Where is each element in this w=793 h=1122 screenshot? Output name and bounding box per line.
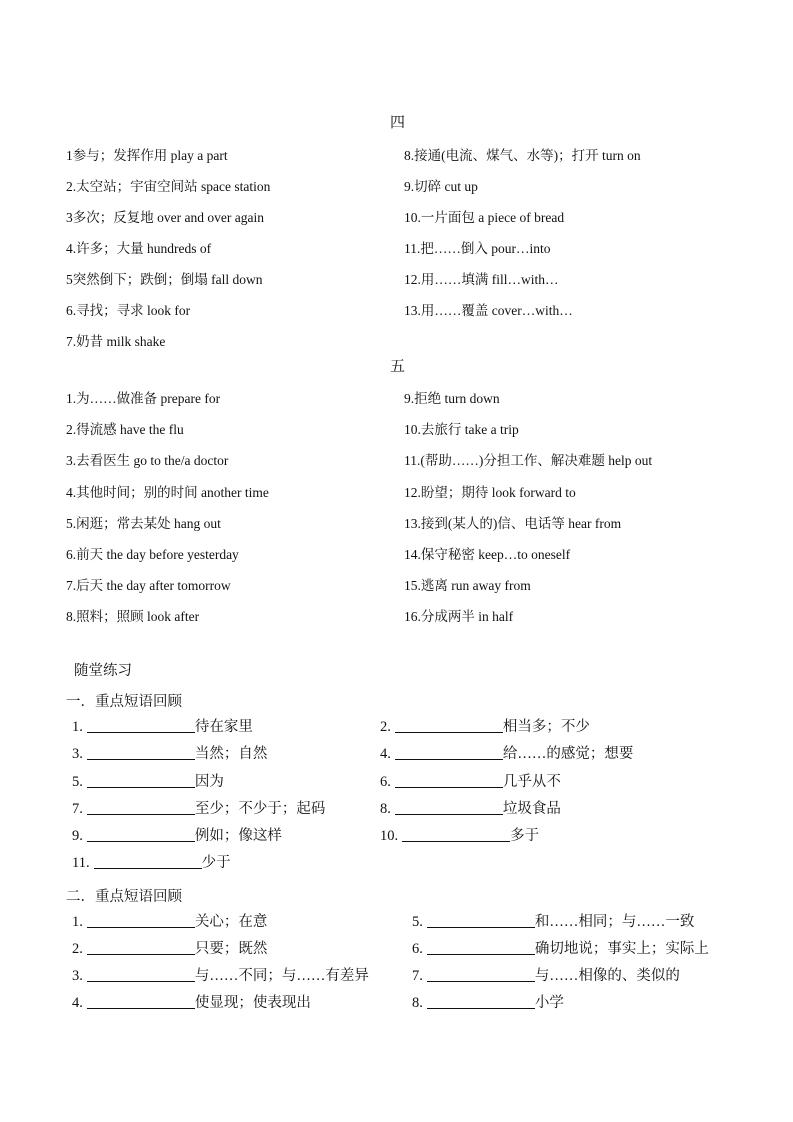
part2-item-3: [72, 964, 369, 985]
part2-item-5: [412, 910, 694, 931]
answer-blank[interactable]: [427, 967, 535, 982]
answer-blank[interactable]: [402, 827, 510, 842]
answer-blank[interactable]: [427, 913, 535, 928]
s5-right-16: 16.分成两半 in half: [404, 609, 514, 624]
item-number: 8.: [412, 995, 423, 1011]
s4-left-4: 4.许多；大量 hundreds of: [66, 241, 212, 256]
answer-blank[interactable]: [87, 800, 195, 815]
s5-left-6: 6.前天 the day before yesterday: [66, 547, 239, 562]
item-number: 10.: [380, 828, 399, 844]
item-number: 2.: [72, 941, 83, 957]
part1-item-5: [72, 770, 224, 791]
s4-right-8: 8.接通(电流、煤气、水等)；打开 turn on: [404, 148, 641, 163]
item-text: 小学: [534, 995, 564, 1011]
s5-left-5: 5.闲逛；常去某处 hang out: [66, 516, 221, 531]
s4-left-3: 3多次；反复地 over and over again: [66, 210, 264, 225]
part1-item-4: [380, 742, 633, 763]
answer-blank[interactable]: [87, 827, 195, 842]
answer-blank[interactable]: [395, 773, 503, 788]
item-number: 3.: [72, 968, 83, 984]
section-4-heading: 四: [390, 115, 406, 131]
item-text: 多于: [510, 828, 540, 844]
s4-left-2: 2.太空站；宇宙空间站 space station: [66, 179, 271, 194]
part1-item-8: [380, 797, 561, 818]
item-text: 确切地说；事实上；实际上: [534, 941, 709, 957]
answer-blank[interactable]: [427, 940, 535, 955]
part2-item-1: [72, 910, 267, 931]
item-text: 少于: [201, 855, 231, 871]
part1-item-11: [72, 851, 231, 872]
s4-right-9: 9.切碎 cut up: [404, 179, 478, 194]
answer-blank[interactable]: [87, 940, 195, 955]
item-number: 4.: [380, 746, 391, 762]
item-text: 给……的感觉；想要: [502, 746, 634, 762]
s5-right-11: 11.(帮助……)分担工作、解决难题 help out: [404, 453, 653, 468]
part1-item-10: [380, 824, 539, 845]
item-text: 和……相同；与……一致: [534, 914, 695, 930]
s5-right-13: 13.接到(某人的)信、电话等 hear from: [404, 516, 622, 531]
s4-right-11: 11.把……倒入 pour…into: [404, 241, 551, 256]
item-number: 2.: [380, 719, 391, 735]
item-text: 待在家里: [194, 719, 253, 735]
section-5-heading: 五: [390, 359, 406, 375]
part1-item-1: [72, 715, 253, 736]
part2-item-8: [412, 991, 564, 1012]
part2-item-4: [72, 991, 311, 1012]
s5-left-8: 8.照料；照顾 look after: [66, 609, 200, 624]
s4-left-5: 5突然倒下；跌倒；倒塌 fall down: [66, 272, 263, 287]
s4-left-1: 1参与；发挥作用 play a part: [66, 148, 228, 163]
part1-item-6: [380, 770, 561, 791]
s5-left-7: 7.后天 the day after tomorrow: [66, 578, 231, 593]
item-number: 7.: [72, 801, 83, 817]
answer-blank[interactable]: [395, 718, 503, 733]
item-number: 9.: [72, 828, 83, 844]
item-number: 8.: [380, 801, 391, 817]
s4-right-10: 10.一片面包 a piece of bread: [404, 210, 565, 225]
s5-left-3: 3.去看医生 go to the/a doctor: [66, 453, 229, 468]
item-number: 5.: [412, 914, 423, 930]
item-number: 3.: [72, 746, 83, 762]
s4-left-7: 7.奶昔 milk shake: [66, 334, 166, 349]
item-text: 至少；不少于；起码: [194, 801, 326, 817]
part1-title: 一．重点短语回顾: [66, 694, 182, 710]
part1-item-7: [72, 797, 325, 818]
item-number: 6.: [380, 774, 391, 790]
item-text: 相当多；不少: [502, 719, 590, 735]
s4-right-13: 13.用……覆盖 cover…with…: [404, 303, 573, 318]
answer-blank[interactable]: [87, 718, 195, 733]
item-text: 因为: [194, 774, 224, 790]
s5-left-4: 4.其他时间；别的时间 another time: [66, 485, 269, 500]
answer-blank[interactable]: [87, 967, 195, 982]
item-number: 5.: [72, 774, 83, 790]
answer-blank[interactable]: [395, 745, 503, 760]
item-number: 11.: [72, 855, 90, 871]
item-number: 6.: [412, 941, 423, 957]
item-text: 与……不同；与……有差异: [194, 968, 369, 984]
part2-item-2: [72, 937, 267, 958]
item-number: 1.: [72, 914, 83, 930]
part2-item-7: [412, 964, 680, 985]
s4-right-12: 12.用……填满 fill…with…: [404, 272, 559, 287]
item-text: 只要；既然: [194, 941, 268, 957]
item-text: 当然；自然: [194, 746, 268, 762]
part1-item-9: [72, 824, 282, 845]
item-text: 使显现；使表现出: [194, 995, 311, 1011]
part1-item-2: [380, 715, 590, 736]
s5-left-1: 1.为……做准备 prepare for: [66, 391, 221, 406]
part2-title: 二．重点短语回顾: [66, 889, 182, 905]
s5-right-9: 9.拒绝 turn down: [404, 391, 500, 406]
answer-blank[interactable]: [94, 854, 202, 869]
part2-item-6: [412, 937, 709, 958]
item-number: 1.: [72, 719, 83, 735]
s5-right-14: 14.保守秘密 keep…to oneself: [404, 547, 571, 562]
item-text: 关心；在意: [194, 914, 268, 930]
s5-right-10: 10.去旅行 take a trip: [404, 422, 519, 437]
item-text: 与……相像的、类似的: [534, 968, 680, 984]
s5-left-2: 2.得流感 have the flu: [66, 422, 184, 437]
answer-blank[interactable]: [87, 994, 195, 1009]
practice-title: 随堂练习: [74, 663, 132, 679]
item-number: 4.: [72, 995, 83, 1011]
s5-right-12: 12.盼望；期待 look forward to: [404, 485, 576, 500]
item-text: 垃圾食品: [502, 801, 561, 817]
s4-left-6: 6.寻找；寻求 look for: [66, 303, 191, 318]
s5-right-15: 15.逃离 run away from: [404, 578, 531, 593]
answer-blank[interactable]: [87, 773, 195, 788]
item-text: 几乎从不: [502, 774, 561, 790]
item-text: 例如；像这样: [194, 828, 282, 844]
answer-blank[interactable]: [87, 913, 195, 928]
answer-blank[interactable]: [427, 994, 535, 1009]
answer-blank[interactable]: [395, 800, 503, 815]
answer-blank[interactable]: [87, 745, 195, 760]
item-number: 7.: [412, 968, 423, 984]
part1-item-3: [72, 742, 267, 763]
